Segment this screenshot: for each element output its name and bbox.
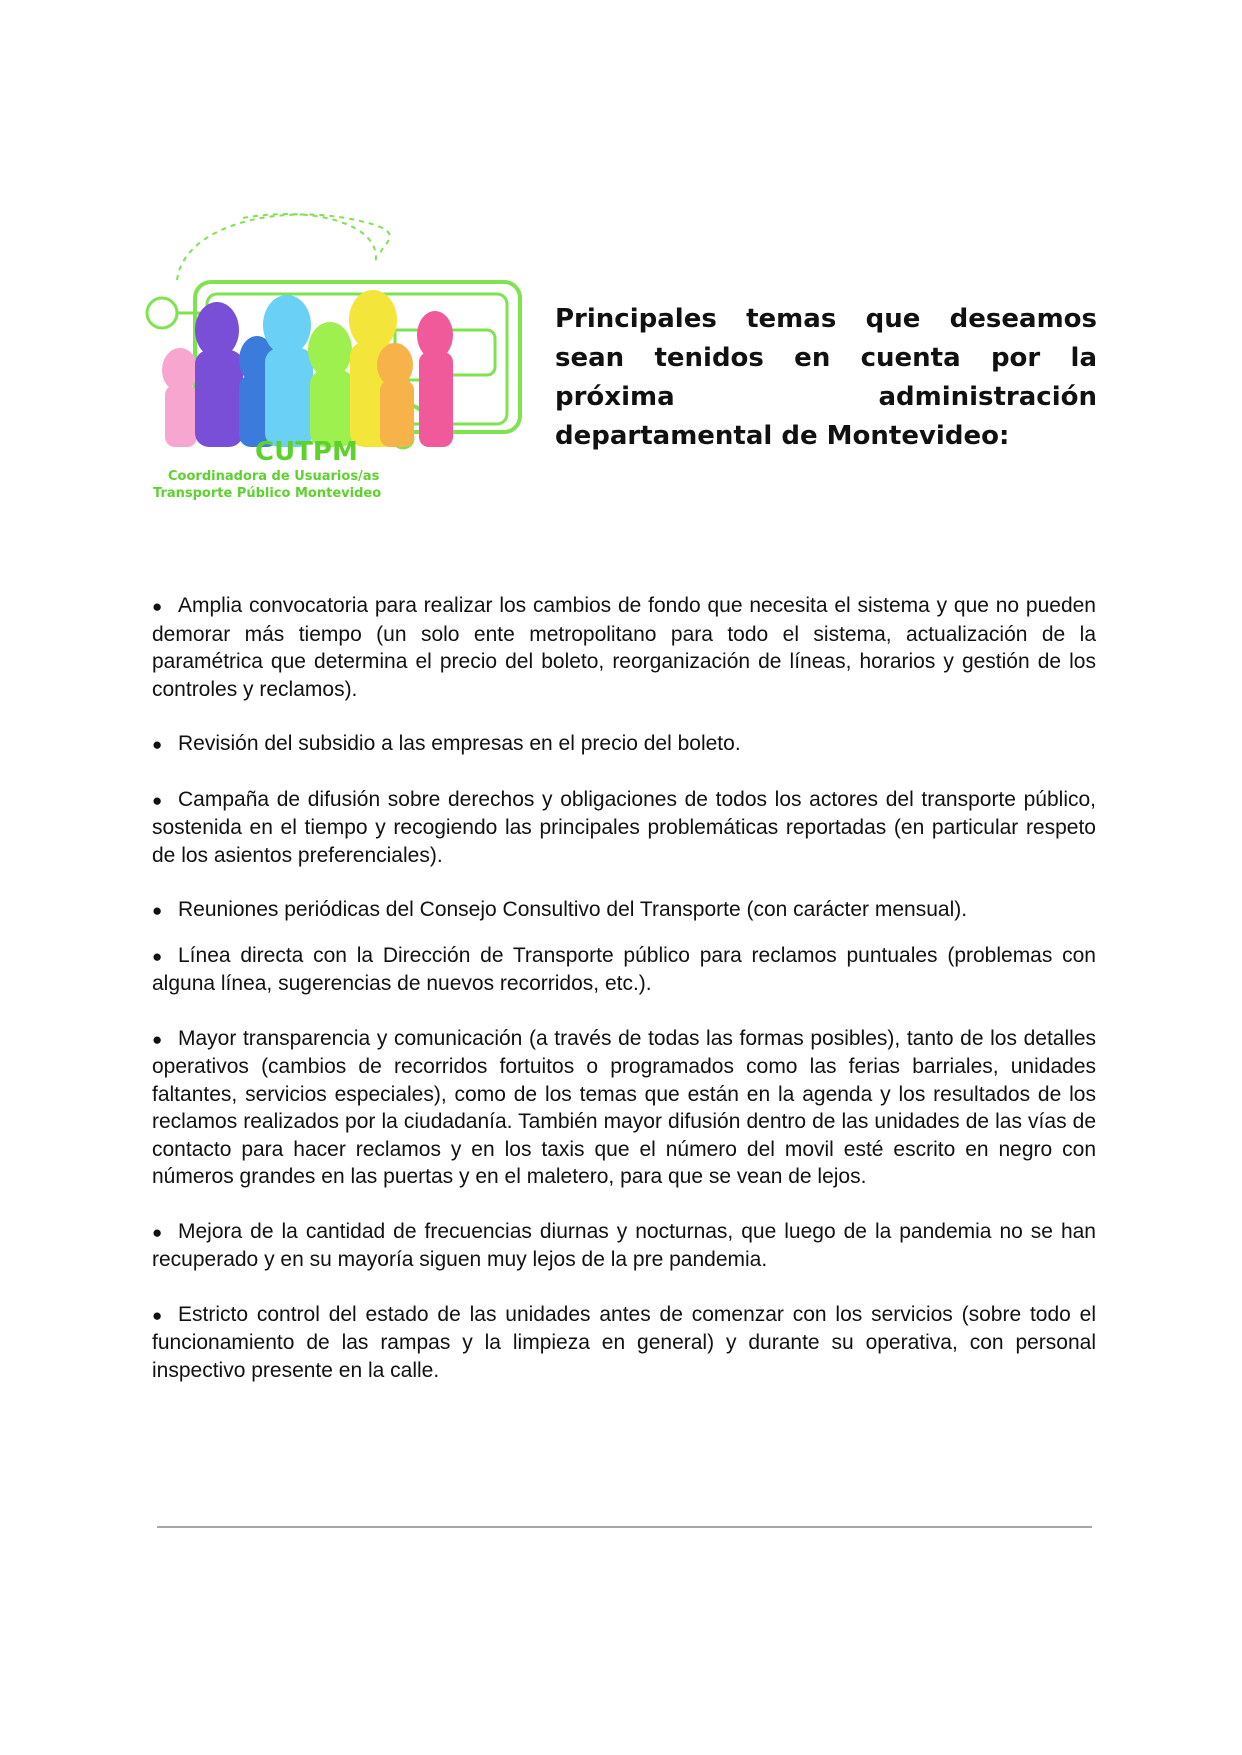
logo-subtitle-line1: Coordinadora de Usuarios/as <box>168 469 380 484</box>
bullet-icon: ● <box>152 1222 163 1242</box>
people-silhouettes <box>162 290 453 447</box>
bullet-icon: ● <box>152 790 163 810</box>
list-item-text: Mayor transparencia y comunicación (a través de todas las formas posibles), tanto de los detalles operativos (cambios de recorridos fortuitos o programados como las ferias barriales, unidades faltantes, servicios especiales), como de los temas que están en la agenda y los resultados de los reclamos realizados por la ciudadanía. También mayor difusión dentro de las unidades de las vías de contacto para hacer reclamos y en los taxis que el número del movil esté escrito en negro con números grandes en las puertas y en el maletero, para que se vean de lejos. <box>152 1026 1096 1188</box>
list-item-text: Mejora de la cantidad de frecuencias diurnas y nocturnas, que luego de la pandemia no se han recuperado y en su mayoría siguen muy lejos de la pre pandemia. <box>152 1219 1096 1271</box>
bullet-icon: ● <box>152 946 163 966</box>
document-heading: Principales temas que deseamos sean tenidos en cuenta por la próxima administración departamental de Montevideo: <box>555 304 1097 451</box>
bullet-icon: ● <box>152 1305 163 1325</box>
list-item <box>152 592 1096 703</box>
list-item <box>152 1218 1096 1274</box>
list-item <box>152 730 1096 759</box>
list-item <box>152 896 1096 925</box>
logo-subtitle-line2: Transporte Público Montevideo <box>153 486 382 501</box>
bullet-icon: ● <box>152 1029 163 1049</box>
cutpm-logo <box>145 210 530 505</box>
topics-list <box>152 592 1096 1411</box>
bus-stop-circle-icon <box>147 298 177 328</box>
bullet-icon: ● <box>152 735 163 754</box>
list-item <box>152 942 1096 998</box>
bullet-icon: ● <box>152 597 163 616</box>
footer-divider <box>157 1526 1092 1528</box>
dashed-route-line-2 <box>243 214 376 265</box>
list-item <box>152 1025 1096 1191</box>
list-item-text: Revisión del subsidio a las empresas en el precio del boleto. <box>178 732 741 755</box>
logo-acronym: CUTPM <box>255 437 358 467</box>
bullet-icon: ● <box>152 901 163 920</box>
list-item-text: Reuniones periódicas del Consejo Consultivo del Transporte (con carácter mensual). <box>178 898 968 921</box>
list-item <box>152 786 1096 870</box>
list-item-text: Línea directa con la Dirección de Transporte público para reclamos puntuales (problemas con alguna línea, sugerencias de nuevos recorridos, etc.). <box>152 943 1096 995</box>
list-item-text: Campaña de difusión sobre derechos y obligaciones de todos los actores del transporte público, sostenida en el tiempo y recogiendo las principales problemáticas reportadas (en particular respeto de los asientos preferenciales). <box>152 787 1096 867</box>
list-item <box>152 1301 1096 1385</box>
list-item-text: Estricto control del estado de las unidades antes de comenzar con los servicios (sobre todo el funcionamiento de las rampas y la limpieza en general) y durante su operativa, con personal inspectivo presente en la calle. <box>152 1302 1096 1382</box>
dashed-route-line <box>177 214 390 280</box>
bus-people-logo-graphic <box>145 210 530 505</box>
list-item-text: Amplia convocatoria para realizar los cambios de fondo que necesita el sistema y que no pueden demorar más tiempo (un solo ente metropolitano para todo el sistema, actualización de la paramétrica que determina el precio del boleto, reorganización de líneas, horarios y gestión de los controles y reclamos). <box>152 594 1096 701</box>
